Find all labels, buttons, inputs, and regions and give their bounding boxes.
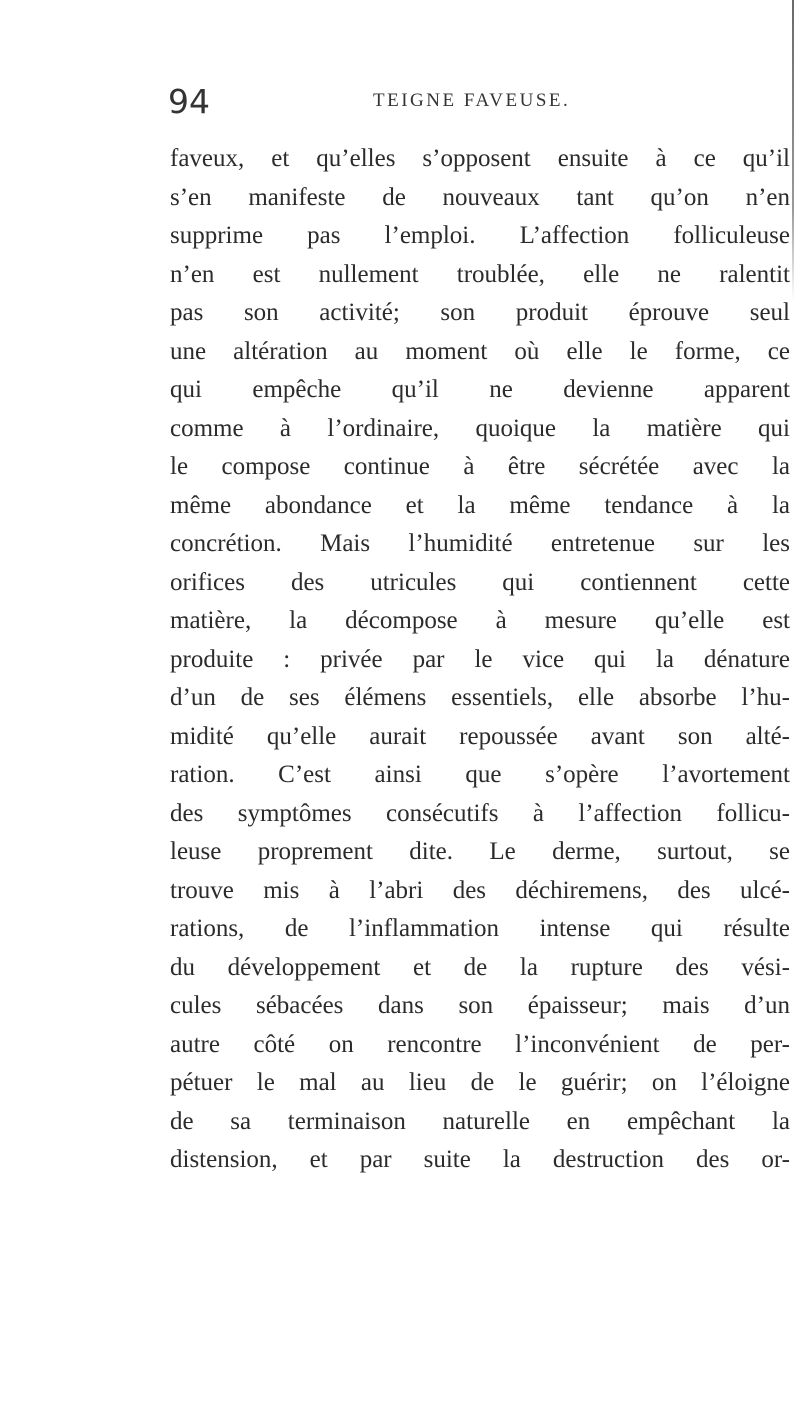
text-line: de sa terminaison naturelle en empêchant la: [170, 1107, 790, 1135]
text-line: comme à l’ordinaire, quoique la matière qui: [170, 414, 790, 442]
text-line: cules sébacées dans son épaisseur; mais d’un: [170, 992, 790, 1019]
text-line: d’un de ses élémens essentiels, elle absorbe l’hu-: [170, 684, 790, 711]
body-paragraph: [170, 140, 790, 1180]
text-line: produite : privée par le vice qui la dénature: [170, 645, 790, 673]
text-line: du développement et de la rupture des vési-: [170, 953, 790, 981]
text-line: distension, et par suite la destruction des or-: [170, 1146, 790, 1173]
text-line: faveux, et qu’elles s’opposent ensuite à ce qu’il: [170, 145, 790, 172]
text-line: trouve mis à l’abri des déchiremens, des ulcé-: [170, 876, 790, 904]
text-line: pétuer le mal au lieu de le guérir; on l’éloigne: [170, 1069, 790, 1096]
text-line: autre côté on rencontre l’inconvénient de per-: [170, 1030, 790, 1058]
running-title: TEIGNE FAVEUSE.: [373, 90, 571, 111]
text-line: s’en manifeste de nouveaux tant qu’on n’en: [170, 183, 790, 211]
text-line: n’en est nullement troublée, elle ne ralentit: [170, 260, 790, 288]
text-line: des symptômes consécutifs à l’affection follicu-: [170, 799, 790, 827]
page-number: 94: [168, 82, 210, 121]
text-line: midité qu’elle aurait repoussée avant son alté-: [170, 722, 790, 750]
page-header: [168, 82, 788, 132]
text-line: qui empêche qu’il ne devienne apparent: [170, 376, 790, 403]
text-line: ration. C’est ainsi que s’opère l’avortement: [170, 761, 790, 788]
text-line: matière, la décompose à mesure qu’elle est: [170, 607, 790, 634]
text-line: supprime pas l’emploi. L’affection folliculeuse: [170, 222, 790, 249]
text-line: pas son activité; son produit éprouve seul: [170, 299, 790, 326]
text-line: concrétion. Mais l’humidité entretenue sur les: [170, 530, 790, 557]
text-line: le compose continue à être sécrétée avec la: [170, 453, 790, 480]
text-line: une altération au moment où elle le forme, ce: [170, 337, 790, 365]
text-line: même abondance et la même tendance à la: [170, 491, 790, 519]
text-line: orifices des utricules qui contiennent cette: [170, 568, 790, 596]
text-line: rations, de l’inflammation intense qui résulte: [170, 915, 790, 942]
text-line: leuse proprement dite. Le derme, surtout, se: [170, 838, 790, 865]
page-edge-shadow: [792, 0, 794, 300]
